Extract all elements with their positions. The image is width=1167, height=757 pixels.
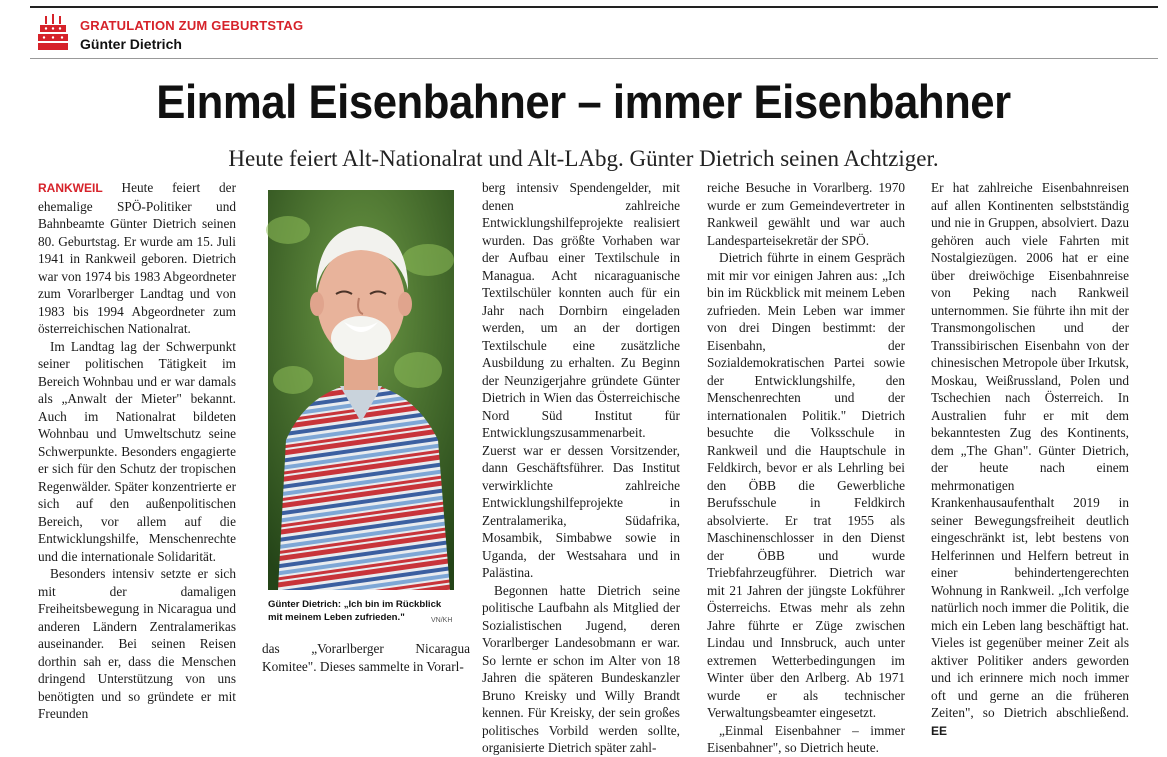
section-kicker: GRATULATION ZUM GEBURTSTAG <box>80 18 304 33</box>
photo-credit: VN/KH <box>431 617 453 624</box>
author-signature: EE <box>931 723 948 738</box>
article-column-3 <box>482 179 680 755</box>
paragraph: das „Vorarlberger Nicaragua Komitee". Dieses sammelte in Vorarl- <box>262 641 470 674</box>
article-subheadline: Heute feiert Alt-Nationalrat und Alt-LAbg. Günter Dietrich seinen Achtziger. <box>228 146 939 171</box>
article-column-1 <box>38 179 236 721</box>
paragraph: Er hat zahlreiche Eisenbahnreisen auf allen Kontinenten selbstständig und nie in Gruppen, absolviert. Dazu gehören auch viele Fahrten mit Nostalgiezügen. 2006 hat er eine über dreiwöchige Eisenbahnreise von Peking nach Rankweil unternommen. Sie führte ihn mit der Transmongolischen und der Transsibirischen Eisenbahn von der chinesischen Metropole über Irkutsk, Moskau, Weißrussland, Polen und Tschechien nach Österreich. In Australien fuhr er mit dem bekanntesten Zug des Kontinents, dem „The Ghan". Günter Dietrich, der heute nach einem mehrmonatigen Krankenhausaufenthalt 2019 in seiner Bewegungsfreiheit deutlich eingeschränkt ist, lebt bestens von Helferinnen und Helfern betreut in einer behindertengerechten Wohnung in Rankweil. „Ich verfolge natürlich noch immer die Politik, die mich ein Leben lang beschäftigt hat. Vieles ist gegenüber meiner Zeit als aktiver Politiker anders geworden und ich erinnere mich noch immer oft und gerne an die früheren Zeiten", so Dietrich abschließend. EE <box>931 180 1129 738</box>
paragraph: Im Landtag lag der Schwerpunkt seiner politischen Tätigkeit im Bereich Wohnbau und er war damals als „Anwalt der Mieter" bekannt. Auch im Nationalrat bildeten Wohnbau und Umweltschutz seine Schwerpunkte. Besonders engagierte er sich für den Schutz der tropischen Regenwälder. Später konzentrierte er sich auf den außenpolitischen Bereich, vor allem auf die Entwicklungshilfe, Menschenrechte und die internationale Solidarität. <box>38 338 236 564</box>
article-headline: Einmal Eisenbahner – immer Eisenbahner <box>156 75 1011 128</box>
portrait-photo <box>268 190 454 590</box>
paragraph: berg intensiv Spendengelder, mit denen zahlreiche Entwicklungshilfeprojekte realisiert wurden. Das größte Vorhaben war der Aufbau einer Textilschule in Managua. Acht nicaraguanische Textilschüler konnten auch für ein Jahr nach Dornbirn eingeladen werden, um an der dortigen Textilschule eine zusätzliche Ausbildung zu erhalten. Zu Beginn der Neunzigerjahre gründete Günter Dietrich in Wien das Österreichische Nord Süd Institut für Entwicklungszusammenarbeit. Zuerst war er dessen Vorsitzender, dann Geschäftsführer. Das Institut verwirklichte zahlreiche Entwicklungshilfeprojekte in Zentralamerika, Südafrika, Mosambik, Simbabwe sowie in Uganda, der Westsahara und in Palästina. <box>482 180 680 580</box>
section-person-name: Günter Dietrich <box>80 36 182 52</box>
portrait-illustration <box>268 190 454 590</box>
paragraph: reiche Besuche in Vorarlberg. 1970 wurde er zum Gemeindevertreter in Rankweil gewählt und war auch Landesparteisekretär der SPÖ. <box>707 180 905 248</box>
paragraph: „Einmal Eisenbahner – immer Eisenbahner", so Dietrich heute. <box>707 722 905 755</box>
birthday-cake-icon <box>38 14 68 50</box>
section-header <box>30 6 1158 59</box>
dateline: RANKWEIL <box>38 181 103 195</box>
paragraph: Begonnen hatte Dietrich seine politische Laufbahn als Mitglied der Sozialistischen Jugend, deren Vorarlberger Landesobmann er war. So lernte er schon im Alter von 18 Jahren die späteren Bundeskanzler Bruno Kreisky und Willy Brandt kennen. Für Kreisky, der sein großes politisches Vorbild werden sollte, organisierte Dietrich später zahl- <box>482 582 680 755</box>
article-column-4 <box>707 179 905 755</box>
photo-caption: Günter Dietrich: „Ich bin im Rückblick mit meinem Leben zufrieden." <box>268 599 442 623</box>
paragraph: RANKWEIL Heute feiert der ehemalige SPÖ-Politiker und Bahnbeamte Günter Dietrich seinen 80. Geburtstag. Er wurde am 15. Juli 1941 in Rankweil geboren. Dietrich war von 1974 bis 1983 Abgeordneter zum Vorarlberger Landtag und von 1983 bis 1994 Abgeordneter zum österreichischen Nationalrat. <box>38 180 236 336</box>
article-column-5 <box>931 179 1129 738</box>
paragraph: Besonders intensiv setzte er sich mit der damaligen Freiheitsbewegung in Nicaragua und anderen Ländern Zentralamerikas auseinander. Bei seinen Reisen dorthin sah er, dass die Menschen dringend Unterstützung von uns benötigten und so gründete er mit Freunden <box>38 566 236 721</box>
article-column-2 <box>262 640 470 698</box>
paragraph: Dietrich führte in einem Gespräch mit mir vor einigen Jahren aus: „Ich bin im Rückblick mit meinem Leben zufrieden. Mein Leben war immer von drei Dingen bestimmt: der Eisenbahn, der Sozialdemokratischen Partei sowie der Entwicklungshilfe, den Menschenrechten und der internationalen Politik." Dietrich besuchte die Volksschule in Rankweil und die Hauptschule in Feldkirch, bevor er als Lehrling bei den ÖBB die Gewerbliche Berufsschule in Feldkirch absolvierte. Er trat 1955 als Maschinenschlosser in den Dienst der ÖBB und wurde Triebfahrzeugführer. Dietrich war mit 21 Jahren der jüngste Lokführer Österreichs. Etwas mehr als zehn Jahre führte er Züge zwischen Lindau und Innsbruck, auch unter extremen Wetterbedingungen im Winter über den Arlberg. Ab 1971 wurde er als technischer Verwaltungsbeamter eingesetzt. <box>707 250 905 720</box>
